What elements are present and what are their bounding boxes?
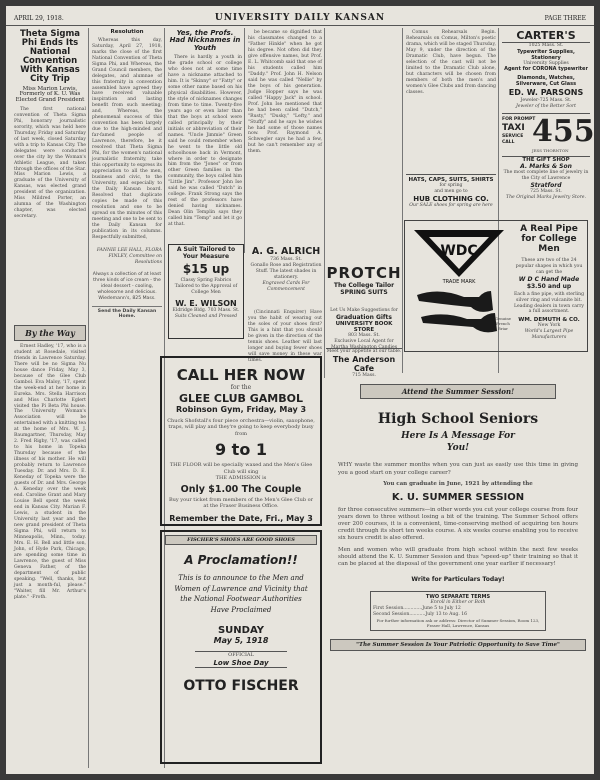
comus-article: Comus Rehearsals Begin. Rehearsals on Comus, Milton's poetic drama, which will be staged Thursday, May 9, under the direction of the Dramatic Club, have begun. The selection of the cast will not be limited to the Dramatic Club alone, but characters will be chosen from members of both the men's and women's Glee Clubs and from dancing classes. [406,30,496,95]
summer-sub: Here Is A Message For You! [401,431,515,453]
gambol-place: Robinson Gym, Friday, May 3 [175,404,307,414]
pipe-line2: Each a fine pipe, with sterling silver ring and vulcanite bit. Leading dealers in town carry a full assortment. [513,291,585,315]
column-5 [406,30,496,170]
nicknames-continued: be became so dignified that his classmates changed to a "Father Hinkle" when he got his degree. Not often did they give offensive names, but Prof. E. L. Whitcomb said that one of his students called him "Daddy." Prof. John H. Nelson said he was called "Nellie" by the boys of his generation. Judge Hopper says he was called "Happy Jack" in school. Prof. John Ise mentioned that he had been called "Dutch," "Rusty," "Dusky," "Lefty," and "Stuffy" and he says he wishes he had some of those names now. Prof. Raymond A. Schwegler says he had a few, but he can't remember any of them. [248,30,322,155]
gambol-desc2: THE FLOOR will be specially waxed and the Men's Glee Club will sing [169,462,313,475]
parsons-name: ED. W. PARSONS [508,88,584,98]
taxi-call: CALL [502,139,515,145]
anderson-cafe-ad [326,348,402,378]
nicknames-article: There is hardly a youth in the grade school or college who does not at some time have a nickname attached to him. It is "Skinny" or "Fatty" or some other name based on his physical disabilities. However, the style of nicknames changes from time to time. Twenty-five years ago or even later than that the boys at school were called principally by their initials or abbreviation of their names. "Uncle Jimmie" Green said he could remember when he went to the little old schoolhouse back in Vermont, where in order to designate him from the "Jones" or from other Green families in the community, the boys called him "Little Jim". Professor John Ise said he was called "Dutch" in college. Frank Strong says the rest of the professors have denied having nicknames. Dean Olin Templin says they called him "Temp" and let it go at that. [168,55,242,228]
hats-foot: Our SALE shoes for spring are here [409,202,493,208]
alrich-address: 736 Mass. St. [270,257,302,262]
shoes-note: (Cincinnati Enquirer) Have you the habit of wearing out the soles of your shoes first? This is a hint that you should be given in the direction of the tennis shoes. Leather will last longer and buying fewer shoes will save money in these war times. [248,310,322,363]
gambol-desc: Chuck Shofstall's four piece orchestra—violin, saxophone, traps, will play and they're going to keep everybody busy from [167,417,315,437]
fischer-proclamation-ad [160,530,322,764]
summer-grad: You can graduate in June, 1921 by attending the [383,480,533,487]
anderson-lead: Meet your appetite at our table. [326,349,402,354]
gift-shop-ad [502,156,590,201]
tailored-name: W. E. WILSON [175,299,237,309]
summer-slogan: "The Summer Session Is Your Patriotic Opportunity to Save Time" [330,639,586,651]
carters-line2: Typewriter Supplies, Stationery [517,48,575,61]
tailored-desc: Classy Spring Fabrics Tailored to the Approval of College Men [174,278,238,296]
terms-address: For further information ask or address: Director of Summer Session, Room 123, Fraser Hall, Lawrence, Kansas [376,617,540,629]
gambol-event: GLEE CLUB GAMBOL [179,391,303,405]
terms-head: TWO SEPARATE TERMS [425,593,491,600]
protch-name: PROTCH [326,264,402,282]
taxi-word: TAXI [502,122,525,133]
fischer-lowshoe: Low Shoe Day [195,659,286,668]
summer-session-ad [326,380,590,766]
fischer-title: A Proclamation!! [184,553,298,567]
resolution-heading: Resolution [110,29,144,35]
alrich-ad [248,244,324,308]
summer-title: High School Seniors [377,411,539,427]
theta-subhead: Miss Marion Lewis, Formerly of K. U. Was Elected Grand President [15,85,85,104]
gift-line2: The most complete line of jewelry in the City of Lawrence [503,169,589,181]
terms-sub: Enroll in Either or Both [430,599,486,605]
anderson-address: 715 Mass. [352,372,376,378]
protch-sub2: SPRING SUITS [340,289,388,296]
carters-line1: 1025 Mass. St. [528,42,564,48]
nicknames-headline: Yes, the Profs. Had Nicknames in Youth [169,29,241,52]
alrich-cards: Engraved Cards For Commencement [262,280,310,292]
hats-line3: and men go to [434,188,468,194]
summer-name: K. U. SUMMER SESSION [391,491,525,503]
grad-line3: Exclusive Local Agent for Martha Washington Candies [330,338,398,350]
gambol-admission-lead: THE ADMISSION is [215,475,267,482]
masthead: UNIVERSITY DAILY KANSAN [214,13,386,23]
column-2 [92,30,162,350]
carters-name: CARTER'S [502,30,590,43]
taxi-service: SERVICE [502,133,524,139]
grad-line2: Graduation Gifts [336,313,392,321]
summer-intro: WHY waste the summer months when you can just as easily use this time in giving you a good start on your college career? [338,462,578,476]
gambol-admission: Only $1.00 The Couple [180,483,302,495]
summer-write: Write for Particulars Today! [411,575,505,583]
hub-name: HUB CLOTHING CO. [413,194,489,203]
resolution-signers: FANNIE LEE HALL, FLORA FINLEY, Committee on Resolutions [96,247,162,265]
taxi-lead: FOR PROMPT [502,116,536,122]
taxi-number: 455 [532,113,595,149]
gift-line1: A. Marks & Son [520,162,572,170]
tailored-suit-ad [168,244,244,339]
hub-clothing-ad [406,174,496,218]
fischer-banner: FISCHER'S SHOES ARE GOOD SHOES [165,535,317,545]
demuth-name: WM. DEMUTH & CO. [518,317,580,324]
column-6 [502,29,595,220]
glee-club-gambol-ad [160,356,322,526]
fischer-name: OTTO FISCHER [183,677,299,694]
taxi-owner: JESS THORNTON [532,147,569,153]
alrich-name: A. G. ALRICH [251,246,321,257]
carters-line3: University Supplies [523,60,569,66]
tailored-foot: Suits Cleaned and Pressed [174,314,238,320]
ice-cream-note: Always a collection of at least three kinds of ice cream - the ideal dessert - cooling, wholesome and delicious. Wiedemann's, 825 Mass. [92,271,162,301]
grad-address: 803 Mass. St. [348,332,380,338]
pipe-line1: These are two of the 24 popular shapes in which you can get the [515,257,583,275]
gift-address: 725 Mass. St. [530,188,562,194]
wdc-trademark: TRADE MARK [442,279,476,285]
wdc-briar: Genuine French Briar [494,316,512,331]
demuth-address: New York [537,323,561,329]
taxi-ad [502,113,595,153]
pipe-price: $3.50 and up [526,282,572,290]
gambol-for: for the [230,384,252,391]
by-the-way-heading: By the Way [14,325,86,341]
grad-line1: Let Us Make Suggestions for [330,308,398,313]
theta-article: The first national convention of Theta Sigma Phi, honorary journalistic sorority, which was held here Thursday, Friday and Saturday of last week, closed Saturday with a trip to Kansas City. The delegates were conducted over the city by the Woman's Athletic League, and taken through the offices of the Star. Miss Marion Lewis, a graduate of the University of Kansas, was elected grand president of the organization. Miss Mildred Porter, an alumna of the Washington chapter, was elected secretary. [14,106,86,220]
demuth-foot: World's Largest Pipe Manufacturers [524,329,574,341]
gift-name: THE GIFT SHOP [522,156,570,163]
tailored-lead: A Suit Tailored to Your Measure [176,246,236,260]
term2: Second Session...........July 13 to Aug. 16 [373,611,468,617]
alrich-desc: Gonallo Rose and Registration Stuff. The latest shades in stationery. [250,262,322,280]
gift-stratford: Stratford [530,181,562,189]
protch-ad [326,264,402,308]
theta-headline: Theta Sigma Phi Ends Its National Convention With Kansas City Trip [19,29,81,84]
wdc-pipe-ad [404,220,588,352]
fischer-official: OFFICIAL [195,651,286,659]
hats-line2: for spring [439,183,463,188]
carters-line4: Agent for CORONA typewriter [504,66,588,73]
by-the-way-notes: Ernest Hadley, '17, who is a student at Rosedale, visited friends in Lawrence Saturday. There will be no Sigma Nu house dance Friday, May 3, because of the Glee Club Gambol. Eva Maloy, '17, spent the week-end at her home in Eureka. Mrs. Stella Harrison and Miss Charlotte Eglert visited the Pi Beta Phi house. The University Woman's Association will be entertained with a knitting tea at the home of Mrs. W. J. Baumgartner, Thursday, May 2. Fred Rigby, '17, was called to his home in Topeka Thursday because of the illness of his mother. He will probably return to Lawrence Tuesday. Dr. and Mrs. D. E. Keneday of Topeka were the guests of Dr. and Mrs. George A. Keneday over the week end. Caroline Grant and Mary Louise Bell spent the week end in Kansas City. Marian F. Lewis, a student in the University last year and the new grand president of Theta Sigma Phi, will return to Minneapolis, Minn., today. Mrs. E. H. Bell and little son, John, of Hyde Park, Chicago, are spending some time in Lawrence, the guest of Miss Geneva Father, of the department of public speaking. "Well, thanks, but just a month-ful, please." "Waiter, fill Mr. Arthur's plate." -Froth. [14,343,86,600]
resolution-text: Whereas this day, Saturday, April 27, 1918, marks the close of the first National Convention of Theta Sigma Phi, and Whereas, the Grand Council members, the delegates, and alumnae of this fraternity in convention assembled have agreed they have received valuable inspiration and lasting benefit from such meeting; and, Whereas, the phenomenal success of this convention has been largely due to the high-minded and far-famed people of Lawrence, therefore, be it resolved that Theta Sigma Phi, for the women's national journalistic fraternity, take this opportunity to express its appreciation to all the men, business and civic, to the University, and especially to the Daily Kansan board. Resolved that duplicate copies be made of this resolution and one to be spread on the minutes of this meeting and one to be sent to the Daily Kansan for publication in its columns. Respectfully submitted, [92,37,162,240]
grad-store: UNIVERSITY BOOK STORE [335,320,393,333]
hats-line1: HATS, CAPS, SUITS, SHIRTS [408,177,494,183]
column-3 [168,30,242,240]
gift-foot: The Original Marks Jewelry Store. [506,194,586,200]
graduation-gifts-ad [326,308,402,348]
send-kansan-note: Send the Daily Kansan Home. [92,306,162,321]
gambol-desc3: Buy your ticket from members of the Men's Glee Club or at the Fraser Business Office. [168,496,314,510]
pipe-name: W D C Hand Made [518,275,580,283]
parsons-line2: Jeweler of the Better Sort [515,103,577,109]
pipe-headline: A Real Pipe for College Men [520,224,578,254]
protch-sub: The College Tailor [333,282,395,289]
summer-banner: Attend the Summer Session! [360,384,556,399]
fischer-date: May 5, 1918 [213,636,269,645]
summer-p2: Men and women who will graduate from high school within the next few weeks should attend the K. U. Summer Session and thus "speed-up" their training so that it can be placed at the disposal of the government one year earlier if necessary! [338,546,578,567]
header-date: APRIL 29, 1918. [14,15,64,22]
page-header [6,12,594,26]
summer-terms-box [370,591,546,631]
gambol-hours: 9 to 1 [214,440,268,460]
anderson-name: The Anderson Cafe [332,354,396,373]
wdc-letters: WDC [440,243,478,259]
fischer-day: SUNDAY [217,625,264,636]
column-1 [14,30,86,770]
carters-line5: Diamonds, Watches, Silverware, Cut Glass [515,75,577,88]
col4-bottom [248,310,322,363]
gambol-call: CALL HER NOW [176,366,306,384]
summer-p1: for three consecutive summers—in other words you cut your college course from four years down to three without losing a bit of the training. The Summer School offers over 200 courses, it is a convenient, time-conserving method of acquiring ten hours credit through its short ten weeks course. A six weeks course enabling you to receive six hours credit is also offered. [338,506,578,542]
column-4 [248,30,322,240]
tailored-address: Eldridge Bldg. 703 Mass. St. [172,308,240,314]
parsons-line1: Jeweler-725 Mass. St. [520,97,572,103]
gambol-remember: Remember the Date, Fri., May 3 [169,513,313,523]
term1: First Session.............June 5 to July 12 [373,605,461,611]
fischer-body: This is to announce to the Men and Women of Lawrence and Vicinity that the National Footwear Authorities Have Proclaimed [174,574,308,614]
header-page: PAGE THREE [544,15,586,22]
tailored-price: $15 up [182,262,230,277]
newspaper-page [6,6,594,774]
